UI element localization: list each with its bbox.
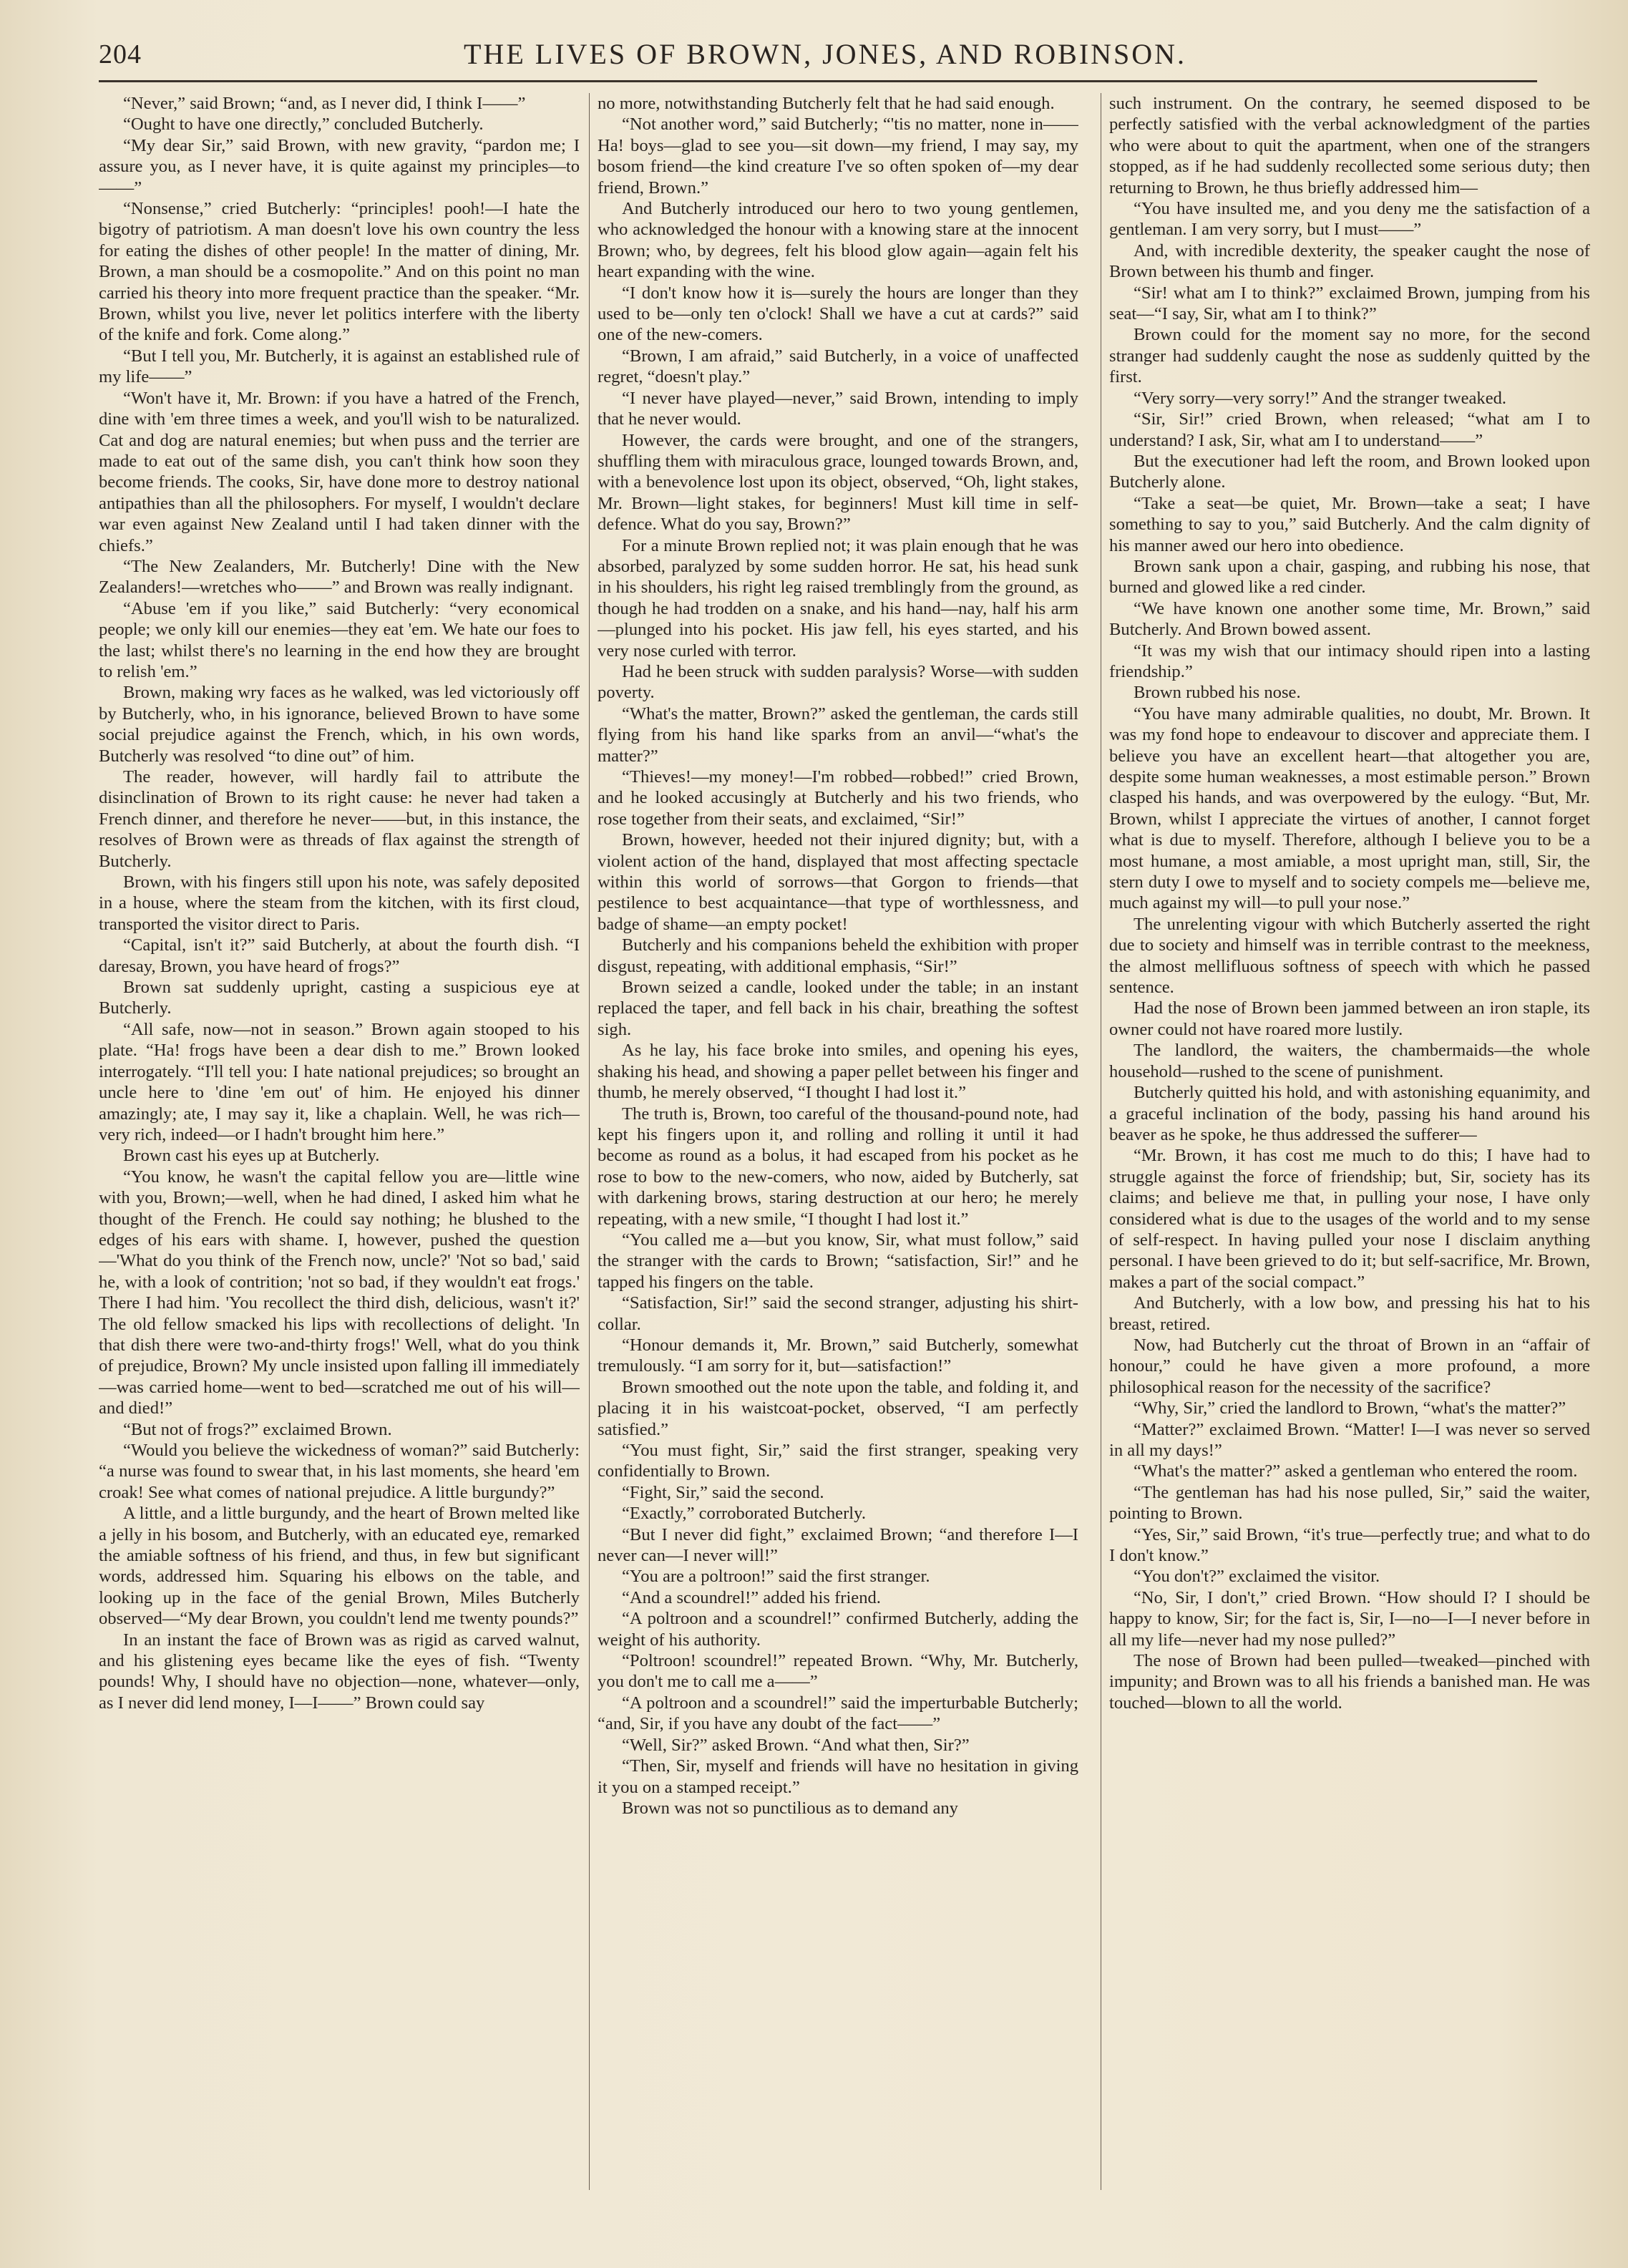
paragraph: “What's the matter, Brown?” asked the gentleman, the cards still flying from his hand like sparks from an anvil—“what's the matter?” [598,704,1078,766]
paragraph: Brown rubbed his nose. [1134,683,1301,703]
text-column-2 [598,93,1078,2233]
paragraph: For a minute Brown replied not; it was plain enough that he was absorbed, paralyzed by some sudden horror. He sat, his head sunk in his shoulders, his right leg raised tremblingly from the ground, as though he had trodden on a snake, and his hand—nay, half his arm—plunged into his pocket. His jaw fell, his eyes started, and his very nose curled with terror. [598,535,1078,661]
paragraph: “Won't have it, Mr. Brown: if you have a hatred of the French, dine with 'em three times a week, and you'll wish to be naturalized. Cat and dog are natural enemies; but when puss and the terrier are made to eat out of the same dish, you can't think how soon they become friends. The cooks, Sir, have done more to destroy national antipathies than all the philosophers. For myself, I wouldn't declare war even against New Zealand until I had taken dinner with the chiefs.” [99,388,580,555]
paragraph: “But I never did fight,” exclaimed Brown; “and therefore I—I never can—I never will!” [598,1524,1078,1566]
paragraph: “All safe, now—not in season.” Brown again stooped to his plate. “Ha! frogs have been a dear dish to me.” Brown looked interrogately. “I'll tell you: I hate national prejudices; so brought an uncle here to 'dine 'em out' of him. He enjoyed his dinner amazingly; ate, I may say it, like a chaplain. Well, he was rich—very rich, indeed—or I hadn't brought him here.” [99,1019,580,1144]
paragraph: “Honour demands it, Mr. Brown,” said Butcherly, somewhat tremulously. “I am sorry for it, but—satisfaction!” [598,1335,1078,1376]
paragraph: “Sir! what am I to think?” exclaimed Brown, jumping from his seat—“I say, Sir, what am I to think?” [1109,283,1590,324]
page-number: 204 [99,39,142,69]
paragraph: In an instant the face of Brown was as rigid as carved walnut, and his glistening eyes became like the eyes of fish. “Twenty pounds! Why, I should have no objection—none, whatever—only, as I never did lend money, I—I——” Brown could say [99,1630,580,1713]
paragraph: Brown could for the moment say no more, for the second stranger had suddenly caught the nose as suddenly quitted by the first. [1109,325,1590,387]
paragraph: Brown smoothed out the note upon the table, and folding it, and placing it in his waistcoat-pocket, observed, “I am perfectly satisfied.” [598,1377,1078,1439]
header-rule [99,80,1537,82]
paragraph: “Satisfaction, Sir!” said the second stranger, adjusting his shirt-collar. [598,1293,1078,1334]
paragraph: “Never,” said Brown; “and, as I never did, I think I——” [123,94,526,113]
paragraph: “The gentleman has had his nose pulled, Sir,” said the waiter, pointing to Brown. [1109,1482,1590,1524]
paragraph: “What's the matter?” asked a gentleman who entered the room. [1134,1461,1578,1481]
paragraph: “Fight, Sir,” said the second. [622,1482,824,1502]
paragraph: “Why, Sir,” cried the landlord to Brown, “what's the matter?” [1134,1398,1566,1418]
paragraph: Brown was not so punctilious as to demand any [622,1798,958,1818]
paragraph: “Poltroon! scoundrel!” repeated Brown. “Why, Mr. Butcherly, you don't me to call me a——” [598,1651,1078,1692]
paragraph: “Capital, isn't it?” said Butcherly, at about the fourth dish. “I daresay, Brown, you have heard of frogs?” [99,935,580,976]
paragraph: no more, notwithstanding Butcherly felt that he had said enough. [598,94,1055,113]
running-title: THE LIVES OF BROWN, JONES, AND ROBINSON. [464,38,1187,70]
paragraph: Brown seized a candle, looked under the table; in an instant replaced the taper, and fell back in his chair, breathing the softest sigh. [598,978,1078,1039]
paragraph: “Thieves!—my money!—I'm robbed—robbed!” cried Brown, and he looked accusingly at Butcherly and his two friends, who rose together from their seats, and exclaimed, “Sir!” [598,767,1078,829]
paragraph: But the executioner had left the room, and Brown looked upon Butcherly alone. [1109,451,1590,492]
paragraph: Brown, however, heeded not their injured dignity; but, with a violent action of the hand, displayed that most affecting spectacle within this world of sorrows—that Gorgon to friends—that pestilence to best acquaintance—that type of worthlessness, and badge of shame—an empty pocket! [598,830,1078,934]
paragraph: The nose of Brown had been pulled—tweaked—pinched with impunity; and Brown was to all his friends a banished man. He was touched—blown to all the world. [1109,1651,1590,1713]
paragraph: “And a scoundrel!” added his friend. [622,1587,881,1607]
paragraph: “You called me a—but you know, Sir, what must follow,” said the stranger with the cards to Brown; “satisfaction, Sir!” and he tapped his fingers on the table. [598,1230,1078,1292]
paragraph: “But not of frogs?” exclaimed Brown. [123,1419,392,1439]
paragraph: “You are a poltroon!” said the first stranger. [622,1567,930,1587]
page-header [99,34,1544,80]
paragraph: “Abuse 'em if you like,” said Butcherly: “very economical people; we only kill our enemies—they eat 'em. We hate our foes to the last; whilst there's no learning in the end how they are brought to relish 'em.” [99,598,580,681]
paragraph: “My dear Sir,” said Brown, with new gravity, “pardon me; I assure you, as I never have, it is quite against my principles—to——” [99,135,580,198]
paragraph: “I never have played—never,” said Brown, intending to imply that he never would. [598,388,1078,429]
paragraph: “The New Zealanders, Mr. Butcherly! Dine with the New Zealanders!—wretches who——” and Brown was really indignant. [99,556,580,598]
paragraph: “Not another word,” said Butcherly; “'tis no matter, none in——Ha! boys—glad to see you—sit down—my friend, I may say, my bosom friend—the kind creature I've so often spoken of—my dear friend, Brown.” [598,115,1078,198]
paragraph: Brown sank upon a chair, gasping, and rubbing his nose, that burned and glowed like a red cinder. [1109,556,1590,598]
paragraph: “Exactly,” corroborated Butcherly. [622,1504,866,1524]
paragraph: “Well, Sir?” asked Brown. “And what then, Sir?” [622,1735,970,1755]
paragraph: “Take a seat—be quiet, Mr. Brown—take a seat; I have something to say to you,” said Butcherly. And the calm dignity of his manner awed our hero into obedience. [1109,493,1590,555]
paragraph: “Mr. Brown, it has cost me much to do this; I have had to struggle against the force of friendship; but, Sir, society has its claims; and believe me that, in pulling your nose, I have only considered what is due to the usages of the world and to my sense of self-respect. In having pulled your nose I disclaim anything personal. I have been grieved to do it; but self-sacrifice, Mr. Brown, makes a part of the social compact.” [1109,1146,1590,1292]
paragraph: “Would you believe the wickedness of woman?” said Butcherly: “a nurse was found to swear that, in his last moments, she heard 'em croak! See what comes of national prejudice. A little burgundy?” [99,1441,580,1502]
paragraph: “We have known one another some time, Mr. Brown,” said Butcherly. And Brown bowed assent. [1109,598,1590,640]
paragraph: “Brown, I am afraid,” said Butcherly, in a voice of unaffected regret, “doesn't play.” [598,346,1078,387]
paragraph: “You know, he wasn't the capital fellow you are—little wine with you, Brown;—well, when he had dined, I asked him what he thought of the French. He could say nothing; he blushed to the edges of his ears with shame. I, however, pushed the question—'What do you think of the French now, uncle?' 'Not so bad,' said he, with a look of contrition; 'not so bad, if they wouldn't eat frogs.' There I had him. 'You recollect the third dish, delicious, wasn't it?' The old fellow smacked his lips with recollections of delight. 'In that dish there were two-and-thirty frogs!' Well, what do you think of prejudice, Brown? My uncle insisted upon falling ill immediately—was carried home—went to bed—scratched me out of his will—and died!” [99,1167,580,1418]
paragraph: Butcherly and his companions beheld the exhibition with proper disgust, repeating, with additional emphasis, “Sir!” [598,935,1078,976]
paragraph: “Ought to have one directly,” concluded Butcherly. [123,115,484,135]
paragraph: Brown, with his fingers still upon his note, was safely deposited in a house, where the steam from the kitchen, with its first cloud, transported the visitor direct to Paris. [99,872,580,934]
paragraph: The unrelenting vigour with which Butcherly asserted the right due to society and himself was in terrible contrast to the meekness, the almost mellifluous softness of speech with which he passed sentence. [1109,914,1590,998]
paragraph: “You don't?” exclaimed the visitor. [1134,1567,1380,1587]
paragraph: However, the cards were brought, and one of the strangers, shuffling them with miraculous grace, lounged towards Brown, and, with a benevolence lost upon its object, observed, “Oh, light stakes, Mr. Brown—light stakes, for beginners! Must kill time in self-defence. What do you say, Brown?” [598,430,1078,535]
paragraph: And Butcherly introduced our hero to two young gentlemen, who acknowledged the honour with a knowing stare at the innocent Brown; who, by degrees, felt his blood glow again—again felt his heart expanding with the wine. [598,199,1078,282]
paragraph: Brown cast his eyes up at Butcherly. [123,1146,380,1166]
paragraph: Now, had Butcherly cut the throat of Brown in an “affair of honour,” could he have given a more profound, a more philosophical reason for the necessity of the sacrifice? [1109,1335,1590,1397]
paragraph: “Nonsense,” cried Butcherly: “principles! pooh!—I hate the bigotry of patriotism. A man doesn't love his own country the less for eating the dishes of other people! In the matter of dining, Mr. Brown, a man should be a cosmopolite.” And on this point no man carried his theory into more frequent practice than the speaker. “Mr. Brown, whilst you live, never let politics interfere with the liberty of the knife and fork. Come along.” [99,199,580,345]
paragraph: “It was my wish that our intimacy should ripen into a lasting friendship.” [1109,641,1590,681]
paragraph: “Very sorry—very sorry!” And the stranger tweaked. [1134,388,1507,408]
paragraph: And, with incredible dexterity, the speaker caught the nose of Brown between his thumb and finger. [1109,240,1590,282]
paragraph: The reader, however, will hardly fail to attribute the disinclination of Brown to its right cause: he never had taken a French dinner, and therefore he never——but, in this instance, the resolves of Brown were as threads of flax against the strength of Butcherly. [99,767,580,871]
paragraph: “No, Sir, I don't,” cried Brown. “How should I? I should be happy to know, Sir; for the fact is, Sir, I—no—I—I never before in all my life—never had my nose pulled?” [1109,1587,1590,1650]
paragraph: “You have many admirable qualities, no doubt, Mr. Brown. It was my fond hope to endeavour to discover and appreciate them. I believe you have an excellent heart—that altogether you are, despite some human weaknesses, a most estimable person.” Brown clasped his hands, and was overpowered by the eulogy. “But, Mr. Brown, whilst I appreciate the virtues of another, I cannot forget what is due to myself. Therefore, although I believe you to be a most humane, a most amiable, a most upright man, still, Sir, the stern duty I owe to myself and to society compels me—believe me, much against my will—to pull your nose.” [1109,704,1590,913]
paragraph: As he lay, his face broke into smiles, and opening his eyes, shaking his head, and showing a paper pellet between his finger and thumb, he merely observed, “I thought I had lost it.” [598,1041,1078,1103]
column-divider [589,93,590,2190]
paragraph: such instrument. On the contrary, he seemed disposed to be perfectly satisfied with the verbal acknowledgment of the parties who were about to quit the apartment, when one of the strangers stopped, as if he had suddenly recollected some serious duty; then returning to Brown, he thus briefly addressed him— [1109,94,1590,198]
paragraph: “A poltroon and a scoundrel!” confirmed Butcherly, adding the weight of his authority. [598,1609,1078,1650]
paragraph: Brown, making wry faces as he walked, was led victoriously off by Butcherly, who, in his ignorance, believed Brown to have some social prejudice against the French, which, in his own words, Butcherly was resolved “to dine out” of him. [99,683,580,766]
paragraph: The truth is, Brown, too careful of the thousand-pound note, had kept his fingers upon it, and rolling and rolling it until it had become as round as a bolus, it had escaped from his pocket as he rose to bow to the new-comers, who now, aided by Butcherly, sat with darkening brows, staring destruction at our hero; he merely repeating, with a new smile, “I thought I had lost it.” [598,1104,1078,1229]
paragraph: Brown sat suddenly upright, casting a suspicious eye at Butcherly. [99,978,580,1018]
paragraph: “Matter?” exclaimed Brown. “Matter! I—I was never so served in all my days!” [1109,1419,1590,1460]
paragraph: A little, and a little burgundy, and the heart of Brown melted like a jelly in his bosom, and Butcherly, with an educated eye, remarked the amiable softness of his friend, and thus, in few but significant words, addressed him. Squaring his elbows on the table, and looking up in the face of the genial Brown, Miles Butcherly observed—“My dear Brown, you couldn't lend me twenty pounds?” [99,1504,580,1629]
paragraph: The landlord, the waiters, the chambermaids—the whole household—rushed to the scene of punishment. [1109,1041,1590,1081]
paragraph: “A poltroon and a scoundrel!” said the imperturbable Butcherly; “and, Sir, if you have any doubt of the fact——” [598,1693,1078,1734]
paragraph: And Butcherly, with a low bow, and pressing his hat to his breast, retired. [1109,1293,1590,1334]
paragraph: “You must fight, Sir,” said the first stranger, speaking very confidentially to Brown. [598,1441,1078,1481]
paragraph: Had the nose of Brown been jammed between an iron staple, its owner could not have roared more lustily. [1109,998,1590,1039]
text-column-1 [99,93,580,2233]
paragraph: “Then, Sir, myself and friends will have no hesitation in giving it you on a stamped receipt.” [598,1756,1078,1797]
paragraph: Had he been struck with sudden paralysis? Worse—with sudden poverty. [598,661,1078,703]
paragraph: “I don't know how it is—surely the hours are longer than they used to be—only ten o'clock! Shall we have a cut at cards?” said one of the new-comers. [598,283,1078,345]
paragraph: “Yes, Sir,” said Brown, “it's true—perfectly true; and what to do I don't know.” [1109,1524,1590,1566]
paragraph: “But I tell you, Mr. Butcherly, it is against an established rule of my life——” [99,346,580,387]
paragraph: Butcherly quitted his hold, and with astonishing equanimity, and a graceful inclination of the body, passing his hand around his beaver as he spoke, he thus addressed the sufferer— [1109,1083,1590,1144]
paragraph: “You have insulted me, and you deny me the satisfaction of a gentleman. I am very sorry, but I must——” [1109,199,1590,240]
text-column-3 [1109,93,1590,2233]
paragraph: “Sir, Sir!” cried Brown, when released; “what am I to understand? I ask, Sir, what am I to understand——” [1109,409,1590,450]
